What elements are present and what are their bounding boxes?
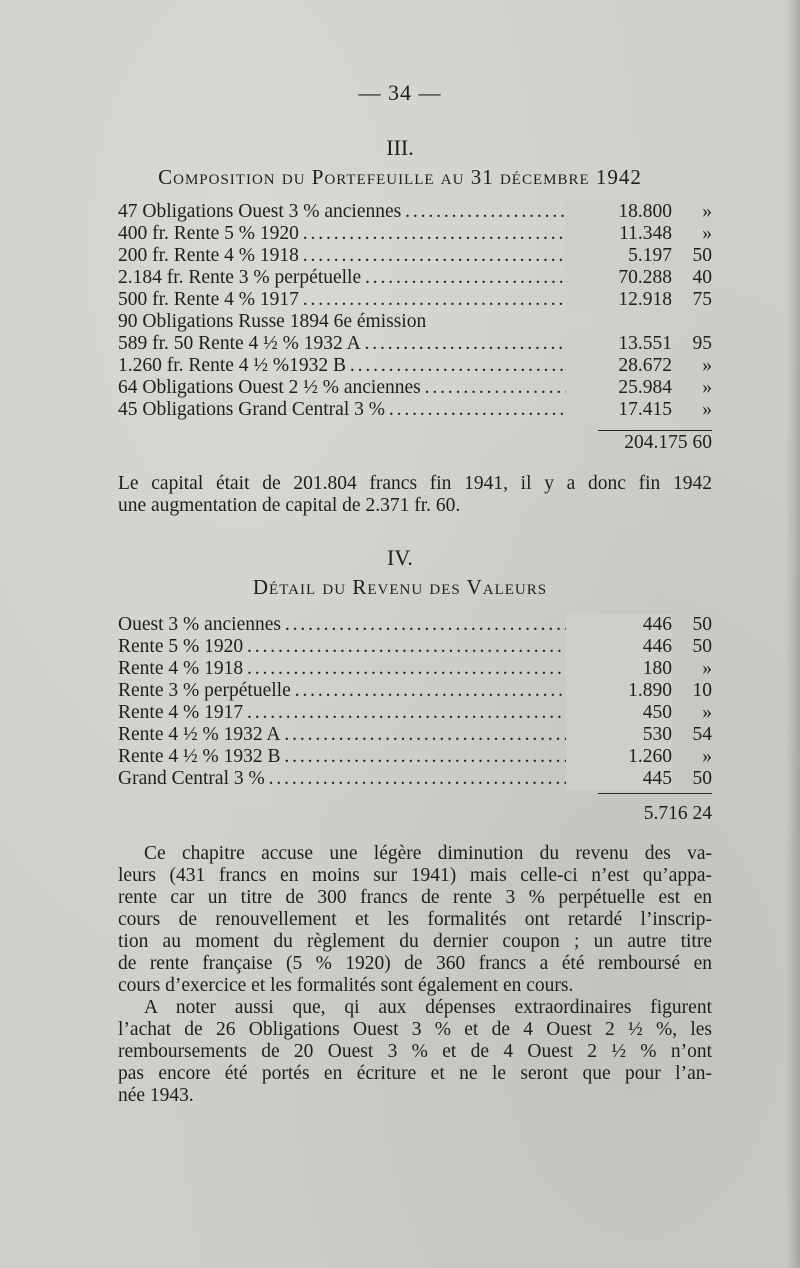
row-label: Rente 4 ½ % 1932 A . . . — [118, 724, 598, 746]
row-label: 589 fr. 50 Rente 4 ½ % 1932 A . . . — [118, 333, 598, 355]
row-label: 400 fr. Rente 5 % 1920 . . . — [118, 223, 598, 245]
row-amount-francs: 70.288 — [566, 267, 672, 289]
row-amount-francs: 180 — [566, 658, 672, 680]
text-line: remboursements de 20 Ouest 3 % et de 4 Ouest 2 ½ % n’ont — [118, 1041, 712, 1062]
text-line: Ce chapitre accuse une légère diminution du revenu des va- — [144, 843, 712, 864]
table-row — [118, 223, 712, 245]
row-label: Rente 4 % 1918 . . . — [118, 658, 598, 680]
row-amount-cents: 50 — [692, 636, 712, 657]
row-amount-cents: » — [702, 355, 712, 376]
revenue-paragraph-2 — [118, 997, 712, 1107]
section-4-title: Détail du Revenu des Valeurs — [252, 575, 548, 599]
table-row — [118, 399, 712, 421]
row-amount-francs: 18.800 — [566, 201, 672, 223]
row-label: 47 Obligations Ouest 3 % anciennes . . . — [118, 201, 598, 223]
table-row — [118, 636, 712, 658]
row-amount-francs: 450 — [566, 702, 672, 724]
revenue-total: 5.716 24 — [643, 803, 712, 824]
row-amount-cents: » — [702, 201, 712, 222]
table-row — [118, 355, 712, 377]
text-line: pas encore été portés en écriture et ne le seront que pour l’an- — [118, 1063, 712, 1084]
table-row — [118, 377, 712, 399]
row-label: 200 fr. Rente 4 % 1918 . . . — [118, 245, 598, 267]
row-amount-cents: » — [702, 702, 712, 723]
row-label: Grand Central 3 % . . . — [118, 768, 598, 790]
row-amount-cents: » — [702, 377, 712, 398]
row-amount-francs: 11.348 — [566, 223, 672, 245]
row-label: Rente 4 % 1917 . . . — [118, 702, 598, 724]
portfolio-total: 204.175 60 — [624, 432, 712, 453]
row-label: Rente 4 ½ % 1932 B . . . — [118, 746, 598, 768]
page-number: — 34 — — [358, 80, 442, 105]
row-label: 90 Obligations Russe 1894 6e émission — [118, 311, 427, 332]
row-amount-cents: 95 — [692, 333, 712, 354]
table-row — [118, 245, 712, 267]
row-amount-francs: 5.197 — [566, 245, 672, 267]
row-amount-francs: 1.890 — [566, 680, 672, 702]
row-amount-cents: » — [702, 223, 712, 244]
text-line: cours d’exercice et les formalités sont également en cours. — [118, 975, 574, 996]
row-amount-cents: 75 — [692, 289, 712, 310]
text-line: née 1943. — [118, 1085, 194, 1106]
revenue-total-rule — [598, 793, 712, 794]
revenue-paragraph-1 — [118, 843, 712, 997]
text-line: l’achat de 26 Obligations Ouest 3 % et de 4 Ouest 2 ½ %, les — [118, 1019, 712, 1040]
row-label: 64 Obligations Ouest 2 ½ % anciennes . . . — [118, 377, 598, 399]
row-amount-francs: 445 — [566, 768, 672, 790]
table-row — [118, 680, 712, 702]
text-line: A noter aussi que, qi aux dépenses extraordinaires figurent — [144, 997, 712, 1018]
text-line: cours de renouvellement et les formalités ont retardé l’inscrip- — [118, 909, 712, 930]
portfolio-list — [118, 201, 712, 421]
row-amount-francs: 446 — [566, 636, 672, 658]
text-line: rente car un titre de 300 francs de rente 3 % perpétuelle est en — [118, 887, 712, 908]
text-line: Le capital était de 201.804 francs fin 1941, il y a donc fin 1942 — [118, 473, 712, 494]
text-line: de rente française (5 % 1920) de 360 francs a été remboursé en — [118, 953, 712, 974]
row-amount-francs: 13.551 — [566, 333, 672, 355]
row-amount-cents: » — [702, 658, 712, 679]
row-amount-francs: 1.260 — [566, 746, 672, 768]
table-row — [118, 702, 712, 724]
row-amount-francs: 12.918 — [566, 289, 672, 311]
revenue-list — [118, 614, 712, 790]
section-4-number: IV. — [387, 545, 413, 570]
row-amount-francs: 530 — [566, 724, 672, 746]
table-row — [118, 614, 712, 636]
table-row — [118, 658, 712, 680]
row-label: 1.260 fr. Rente 4 ½ %1932 B . . . — [118, 355, 598, 377]
table-row — [118, 289, 712, 311]
row-amount-cents: 40 — [692, 267, 712, 288]
row-label: Rente 3 % perpétuelle . . . — [118, 680, 598, 702]
page-edge-shadow — [786, 0, 800, 1268]
table-row — [118, 311, 712, 333]
row-amount-francs: 28.672 — [566, 355, 672, 377]
row-amount-cents: » — [702, 746, 712, 767]
row-amount-cents: 54 — [692, 724, 712, 745]
table-row — [118, 746, 712, 768]
table-row — [118, 201, 712, 223]
row-amount-francs: 25.984 — [566, 377, 672, 399]
row-amount-cents: » — [702, 399, 712, 420]
section-3-number: III. — [386, 135, 414, 160]
table-row — [118, 333, 712, 355]
row-label: Rente 5 % 1920 . . . — [118, 636, 598, 658]
portfolio-total-rule — [598, 430, 712, 431]
row-label: 500 fr. Rente 4 % 1917 . . . — [118, 289, 598, 311]
text-line: leurs (431 francs en moins sur 1941) mais celle-ci n’est qu’appa- — [118, 865, 712, 886]
table-row — [118, 768, 712, 790]
row-label: 45 Obligations Grand Central 3 % . . . — [118, 399, 598, 421]
text-line: une augmentation de capital de 2.371 fr. 60. — [118, 495, 461, 516]
section-3-title: Composition du Portefeuille au 31 décembre 1942 — [158, 165, 642, 189]
row-label: Ouest 3 % anciennes . . . — [118, 614, 598, 636]
row-label: 2.184 fr. Rente 3 % perpétuelle . . . — [118, 267, 598, 289]
capital-paragraph — [118, 473, 712, 517]
row-amount-cents: 50 — [692, 768, 712, 789]
table-row — [118, 267, 712, 289]
row-amount-cents: 50 — [692, 245, 712, 266]
row-amount-cents: 10 — [692, 680, 712, 701]
row-amount-cents: 50 — [692, 614, 712, 635]
table-row — [118, 724, 712, 746]
text-line: tion au moment du règlement du dernier coupon ; un autre titre — [118, 931, 712, 952]
row-amount-francs: 446 — [566, 614, 672, 636]
row-amount-francs: 17.415 — [566, 399, 672, 421]
